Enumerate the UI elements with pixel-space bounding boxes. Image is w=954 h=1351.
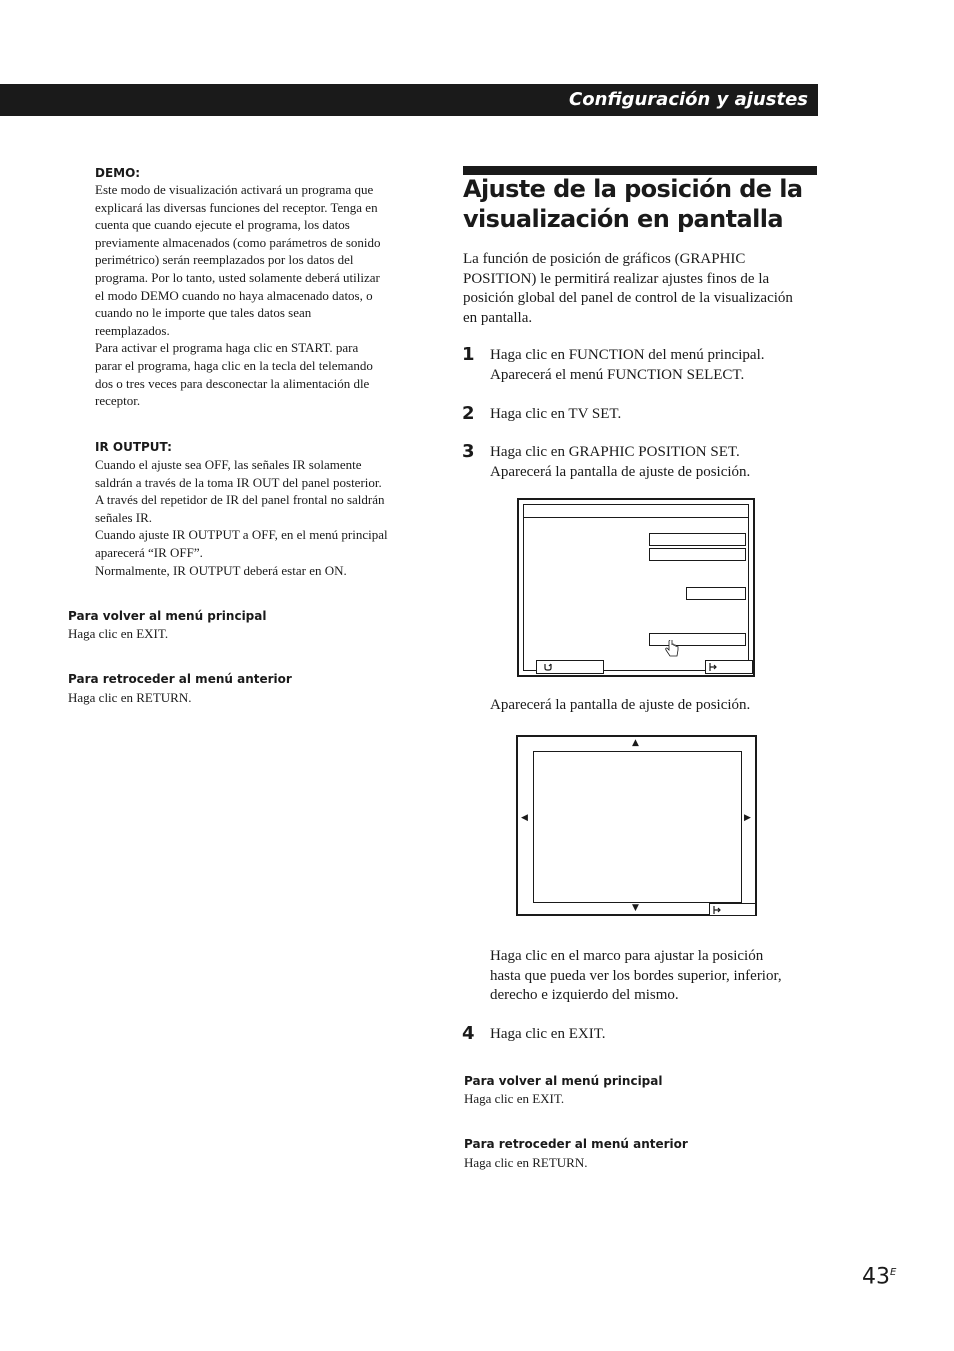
- demo-line: el modo DEMO cuando no haya almacenado datos, o: [95, 287, 373, 303]
- adjust-line: derecho e izquierdo del mismo.: [490, 987, 679, 1003]
- demo-line: reemplazados.: [95, 322, 170, 338]
- demo-line: parar el programa, haga clic en la tecla del telemando: [95, 357, 373, 373]
- demo-line: previamente almacenados (como parámetros de sonido: [95, 234, 381, 250]
- ir-line: aparecerá “IR OFF”.: [95, 544, 203, 560]
- ir-line: Cuando el ajuste sea OFF, las señales IR solamente: [95, 457, 362, 472]
- back-prev-label: Para retroceder al menú anterior: [464, 1137, 688, 1151]
- menu-field: [649, 548, 746, 561]
- demo-line: Para activar el programa haga clic en START. para: [95, 340, 359, 356]
- step-line: Aparecerá el menú FUNCTION SELECT.: [490, 366, 745, 383]
- exit-button: [705, 660, 753, 674]
- step-text: [490, 405, 820, 425]
- graphic-position-field: [649, 633, 746, 646]
- demo-line: cuenta que cuando ejecute el programa, los datos: [95, 217, 350, 233]
- caption-position-screen: Aparecerá la pantalla de ajuste de posición.: [490, 697, 751, 713]
- page-number-suffix: E: [890, 1267, 897, 1278]
- arrow-right-icon: ▶: [744, 813, 751, 823]
- step-number: 2: [462, 403, 475, 424]
- hand-pointer-icon: [665, 640, 679, 658]
- exit-icon: [708, 662, 718, 672]
- intro-paragraph: [463, 250, 817, 328]
- step-number: 3: [462, 441, 475, 462]
- menu-field: [686, 587, 746, 600]
- demo-line: perimétrico) serán reemplazados por los datos del: [95, 252, 354, 268]
- adjustable-frame: [533, 751, 742, 903]
- ir-line: Normalmente, IR OUTPUT deberá estar en ON.: [95, 562, 347, 578]
- title-line: Ajuste de la posición de la: [463, 175, 803, 203]
- step-text: [490, 443, 820, 482]
- back-prev-text: Haga clic en RETURN.: [464, 1155, 588, 1170]
- menu-field: [649, 533, 746, 546]
- arrow-down-icon: ▼: [632, 903, 639, 913]
- demo-description: [95, 181, 425, 410]
- adjust-instructions: [490, 947, 820, 1006]
- exit-button: [709, 903, 756, 916]
- section-header-bar: [0, 84, 818, 116]
- ir-line: A través del repetidor de IR del panel frontal no saldrán: [95, 492, 385, 508]
- step-line: Haga clic en FUNCTION del menú principal.: [490, 347, 765, 363]
- demo-line: dos o tres veces para desconectar la alimentación dle: [95, 375, 370, 391]
- step-number: 4: [462, 1023, 475, 1044]
- ir-line: Cuando ajuste IR OUTPUT a OFF, en el menú principal: [95, 527, 388, 543]
- ir-line: saldrán a través de la toma IR OUT del panel posterior.: [95, 474, 382, 490]
- demo-label: DEMO:: [95, 166, 141, 180]
- back-prev-label: Para retroceder al menú anterior: [68, 672, 292, 686]
- back-main-text: Haga clic en EXIT.: [464, 1091, 565, 1106]
- demo-line: cuando no le importe que tales datos sean: [95, 305, 312, 321]
- demo-line: explicará las diversas funciones del receptor. Tenga en: [95, 199, 378, 215]
- function-menu-illustration: [517, 498, 755, 677]
- exit-icon: [712, 905, 722, 915]
- intro-line: POSITION) le permitirá realizar ajustes finos de la: [463, 270, 770, 287]
- page-number: [862, 1259, 896, 1291]
- adjust-line: Haga clic en el marco para ajustar la posición: [490, 948, 764, 964]
- step-number: 1: [462, 344, 475, 365]
- return-button: [536, 660, 604, 674]
- intro-line: en pantalla.: [463, 309, 533, 326]
- screen-title-bar: [524, 517, 748, 518]
- demo-line: receptor.: [95, 393, 141, 409]
- step-text: [490, 346, 820, 385]
- step-text: Haga clic en EXIT.: [490, 1026, 606, 1042]
- intro-line: posición global del panel de control de la visualización: [463, 290, 793, 306]
- ir-output-label: IR OUTPUT:: [95, 440, 172, 454]
- demo-line: Este modo de visualización activará un programa que: [95, 182, 374, 197]
- ir-output-description: [95, 456, 430, 579]
- step-line: Haga clic en TV SET.: [490, 406, 622, 422]
- screen-frame: [523, 504, 749, 671]
- demo-line: programa. Por lo tanto, usted solamente deberá utilizar: [95, 269, 380, 285]
- back-main-label: Para volver al menú principal: [68, 609, 267, 623]
- ir-line: señales IR.: [95, 509, 153, 525]
- back-main-label: Para volver al menú principal: [464, 1074, 663, 1088]
- position-adjust-illustration: [516, 735, 757, 916]
- section-title: Configuración y ajustes: [569, 89, 808, 110]
- adjust-line: hasta que pueda ver los bordes superior, inferior,: [490, 967, 782, 984]
- arrow-up-icon: ▲: [632, 738, 639, 748]
- back-prev-text: Haga clic en RETURN.: [68, 690, 192, 705]
- return-icon: [543, 662, 553, 672]
- title-line: visualización en pantalla: [463, 205, 783, 233]
- step-line: Haga clic en GRAPHIC POSITION SET.: [490, 444, 740, 460]
- page-title: [463, 174, 823, 234]
- intro-line: La función de posición de gráficos (GRAPHIC: [463, 251, 746, 267]
- page-number-value: 43: [862, 1264, 890, 1290]
- back-main-text: Haga clic en EXIT.: [68, 626, 169, 641]
- step-line: Aparecerá la pantalla de ajuste de posición.: [490, 463, 751, 480]
- arrow-left-icon: ◀: [521, 813, 528, 823]
